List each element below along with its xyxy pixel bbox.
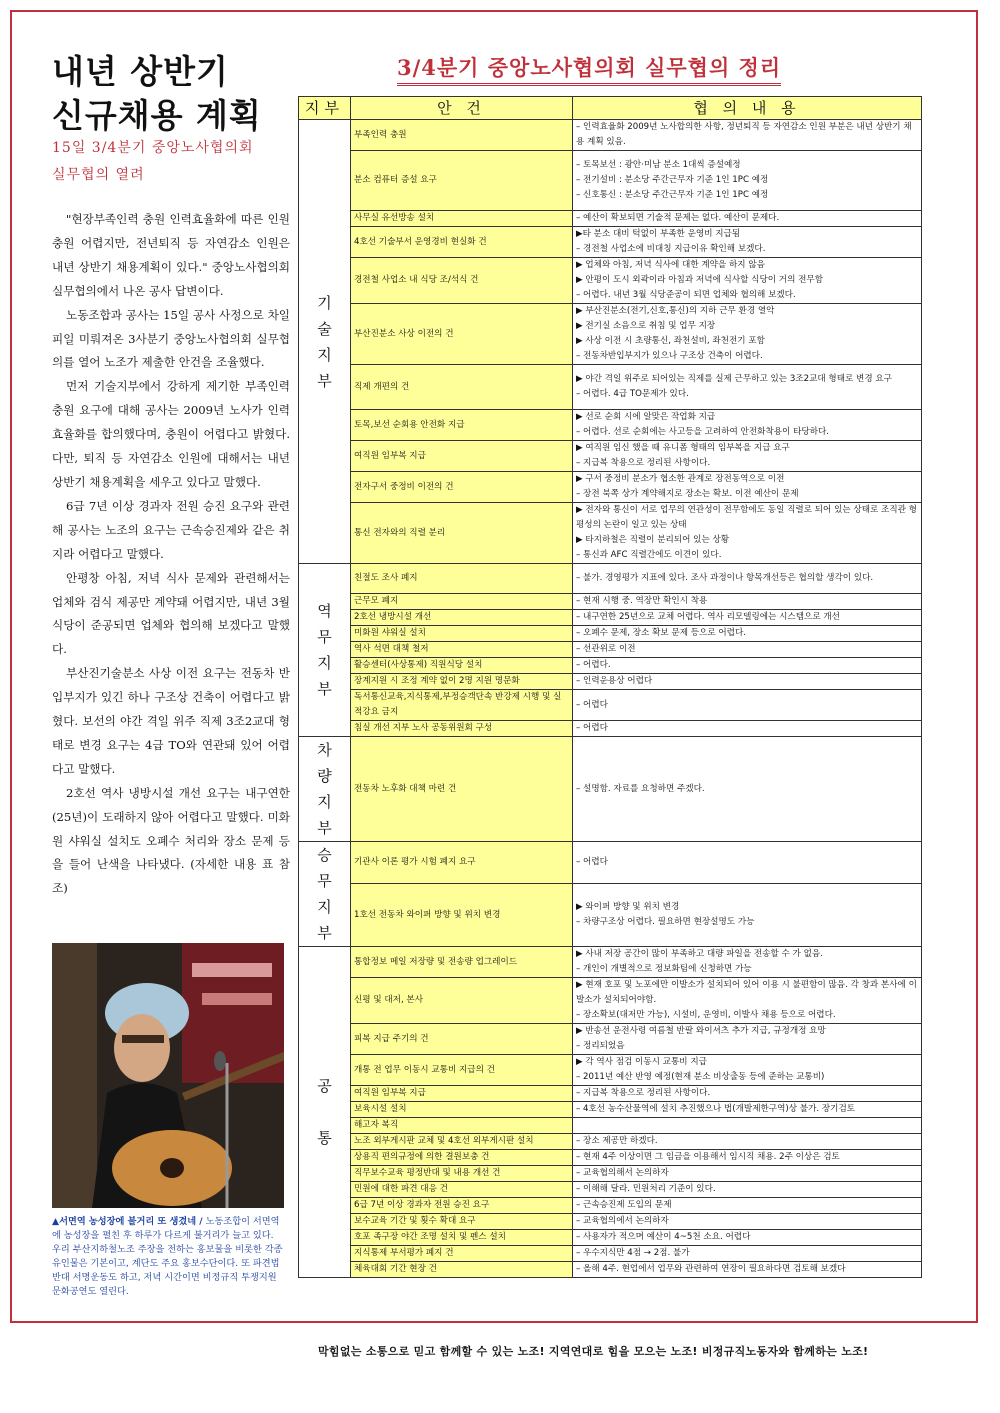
agenda-result: – 근속승진제 도입의 문제 [573, 1198, 922, 1214]
footer-slogan: 막힘없는 소통으로 믿고 함께할 수 있는 노조! 지역연대로 힘을 모으는 노조! 비정규직노동자와 함께하는 노조! [318, 1345, 869, 1358]
headline [52, 50, 287, 138]
dept-station: 역 무 지 부 [299, 564, 351, 737]
agenda-result [573, 1118, 922, 1134]
agenda-result: ▶ 전자와 통신이 서로 업무의 연관성이 전무함에도 동일 직렬로 되어 있는 상태로 조직관 형평성의 논란이 일고 있는 상태 ▶ 타지하철은 직렬이 분리되어 있는 상황 – 통신과 AFC 직렬간에도 이견이 있다. [573, 503, 922, 564]
headline-line1: 내년 상반기 [52, 52, 229, 91]
table-row [299, 1214, 922, 1230]
agenda-item: 경전철 사업소 내 식당 조/석식 건 [351, 258, 573, 304]
agenda-item: 지식통제 부서평가 폐지 건 [351, 1246, 573, 1262]
agenda-result: – 선관위로 이전 [573, 642, 922, 658]
agenda-result: ▶ 각 역사 점검 이동시 교통비 지급 – 2011년 예산 반영 예정(현재 분소 비상출동 등에 준하는 교통비) [573, 1055, 922, 1086]
agenda-item: 민원에 대한 파견 대응 건 [351, 1182, 573, 1198]
agenda-item: 침실 개선 지부 노사 공동위원회 구성 [351, 721, 573, 737]
agenda-result: – 인력운용상 어렵다 [573, 674, 922, 690]
agenda-result: ▶ 야간 격일 위주로 되어있는 직제를 실제 근무하고 있는 3조2교대 형태로 변경 요구 – 어렵다. 4급 TO문제가 있다. [573, 365, 922, 410]
agenda-item: 개통 전 업무 이동시 교통비 지급의 건 [351, 1055, 573, 1086]
article-paragraph: 먼저 기술지부에서 강하게 제기한 부족인력충원 요구에 대해 공사는 2009년 노사가 인력효율화를 합의했다며, 충원이 어렵다고 밝혔다. 다만, 퇴직 등 자연감소 인원에 대해서는 내년 상반기 채용계획을 세우고 있다고 말했다. [52, 379, 290, 489]
agenda-item: 상용직 편의규정에 의한 결원보충 건 [351, 1150, 573, 1166]
table-row [299, 410, 922, 441]
agenda-item: 친절도 조사 폐지 [351, 564, 573, 594]
agenda-result: ▶ 선로 순회 시에 알맞은 작업화 지급 – 어렵다. 선로 순회에는 사고등을 고려하여 안전화착용이 타당하다. [573, 410, 922, 441]
article-paragraph: "현장부족인력 충원 인력효율화에 따른 인원 충원 어렵지만, 전년퇴직 등 자연감소 인원은 내년 상반기 채용계획이 있다." 중앙노사협의회 실무협의에서 나온 공사 답변이다. [52, 212, 290, 298]
subhead-line1: 15일 3/4분기 중앙노사협의회 [52, 140, 254, 156]
table-row [299, 564, 922, 594]
agenda-result: – 올해 4주. 현업에서 업무와 관련하여 연장이 필요하다면 검토해 보겠다 [573, 1262, 922, 1278]
table-row [299, 227, 922, 258]
agenda-item: 역사 석면 대책 철저 [351, 642, 573, 658]
agenda-item: 통합정보 메일 저장량 및 전송량 업그레이드 [351, 947, 573, 978]
agenda-result: ▶ 와이퍼 방향 및 위치 변경 – 차량구조상 어렵다. 필요하면 현장설명도 가능 [573, 884, 922, 947]
agenda-result: – 교육협의에서 논의하자 [573, 1214, 922, 1230]
agenda-result: – 어렵다 [573, 842, 922, 884]
agenda-result: ▶ 구서 중정비 분소가 협소한 관계로 장전동역으로 이전 – 장전 북쪽 상가 계약해지로 장소는 확보. 이전 예산이 문제 [573, 472, 922, 503]
agenda-item: 미화원 샤워실 설치 [351, 626, 573, 642]
table-header-row [299, 97, 922, 120]
table-row [299, 258, 922, 304]
agenda-item: 통신 전자와의 직렬 분리 [351, 503, 573, 564]
agenda-result: – 사용자가 적으며 예산이 4~5천 소요. 어렵다 [573, 1230, 922, 1246]
article-paragraph: 2호선 역사 냉방시설 개선 요구는 내구연한(25년)이 도래하지 않아 어렵다고 말했다. 미화원 샤워실 설치도 오폐수 처리와 장소 문제 등을 들어 난색을 나타냈다. (자세한 내용 표 참조) [52, 785, 290, 896]
agenda-result: ▶ 반송선 운전사령 여름철 반팔 와이셔츠 추가 지급, 규정개정 요망 – 정리되었음 [573, 1024, 922, 1055]
agenda-result: – 4호선 농수산물역에 설치 추진했으나 법(개발제한구역)상 불가. 장기검토 [573, 1102, 922, 1118]
table-row [299, 690, 922, 721]
agenda-result: – 인력효율화 2009년 노사합의한 사항, 정년퇴직 등 자연감소 인원 부분은 내년 상반기 채용 계획 있음. [573, 120, 922, 151]
header-agenda: 안 건 [351, 97, 573, 120]
article-body [52, 208, 290, 901]
agenda-result: – 이해해 달라. 민원처리 기준이 있다. [573, 1182, 922, 1198]
table-row [299, 1198, 922, 1214]
table-row [299, 721, 922, 737]
agenda-item: 근무모 폐지 [351, 594, 573, 610]
photo-caption [52, 1215, 284, 1299]
agenda-result: – 예산이 확보되면 기술적 문제는 없다. 예산이 문제다. [573, 211, 922, 227]
table-row [299, 472, 922, 503]
table-title: 3/4분기 중앙노사협의회 실무협의 정리 [397, 52, 781, 86]
agenda-item: 노조 외부게시판 교체 및 4호선 외부게시판 설치 [351, 1134, 573, 1150]
table-row [299, 610, 922, 626]
table-row [299, 642, 922, 658]
agenda-item: 분소 컴퓨터 증설 요구 [351, 151, 573, 211]
table-row [299, 1150, 922, 1166]
table-row [299, 842, 922, 884]
table-row [299, 737, 922, 842]
table-row [299, 947, 922, 978]
agenda-item: 피복 지급 주기의 건 [351, 1024, 573, 1055]
table-row [299, 120, 922, 151]
dept-tech: 기 술 지 부 [299, 120, 351, 564]
agenda-result: – 교육협의해서 논의하자 [573, 1166, 922, 1182]
header-dept: 지부 [299, 97, 351, 120]
table-row [299, 1024, 922, 1055]
table-row [299, 304, 922, 365]
agenda-result: – 장소 제공만 하겠다. [573, 1134, 922, 1150]
agenda-table [298, 96, 922, 1278]
header-result: 협 의 내 용 [573, 97, 922, 120]
agenda-item: 2호선 냉방시설 개선 [351, 610, 573, 626]
agenda-item: 신평 및 대저, 본사 [351, 978, 573, 1024]
table-row [299, 365, 922, 410]
agenda-item: 직무보수교육 평정반대 및 내용 개선 건 [351, 1166, 573, 1182]
agenda-item: 여직원 임부복 지급 [351, 1086, 573, 1102]
agenda-item: 전동차 노후화 대책 마련 건 [351, 737, 573, 842]
table-row [299, 1182, 922, 1198]
agenda-item: 직제 개편의 건 [351, 365, 573, 410]
table-row [299, 151, 922, 211]
dept-common: 공 통 [299, 947, 351, 1278]
caption-headline: ▲서면역 농성장에 불거리 또 생겼네 / [52, 1216, 203, 1227]
agenda-item: 토목,보선 순회용 안전화 지급 [351, 410, 573, 441]
agenda-item: 보육시설 설치 [351, 1102, 573, 1118]
table-row [299, 1246, 922, 1262]
agenda-result: ▶ 부산진분소(전기,신호,통신)의 지하 근무 환경 열악 ▶ 전기실 소음으로 취침 및 업무 지장 ▶ 사상 이전 시 초량통신, 좌천설비, 좌천전기 포함 – 전동차반입부지가 있으나 구조상 건축이 어렵다. [573, 304, 922, 365]
agenda-result: – 우수지식만 4점 → 2점. 불가 [573, 1246, 922, 1262]
agenda-item: 6급 7년 이상 경과자 전원 승진 요구 [351, 1198, 573, 1214]
singer-photo [52, 943, 284, 1208]
table-row [299, 503, 922, 564]
agenda-result: – 어렵다 [573, 721, 922, 737]
agenda-result: – 불가. 경영평가 지표에 있다. 조사 과정이나 항목개선등은 협의할 생각이 있다. [573, 564, 922, 594]
subheadline [52, 135, 287, 189]
agenda-result: – 어렵다 [573, 690, 922, 721]
article-paragraph: 6급 7년 이상 경과자 전원 승진 요구와 관련해 공사는 노조의 요구는 근속승진제와 같은 취지라 어렵다고 말했다. [52, 498, 290, 561]
agenda-item: 전자구서 중정비 이전의 건 [351, 472, 573, 503]
agenda-result: ▶ 현재 호포 및 노포에만 이발소가 설치되어 있어 이용 시 불편함이 많음. 각 창과 본사에 이발소가 설치되어야함. – 장소확보(대저만 가능), 시설비, 운영비, 이발사 채용 등으로 어렵다. [573, 978, 922, 1024]
agenda-item: 1호선 전동차 와이퍼 방향 및 위치 변경 [351, 884, 573, 947]
agenda-result: – 지급복 착용으로 정리된 사항이다. [573, 1086, 922, 1102]
agenda-result: – 설명함. 자료를 요청하면 주겠다. [573, 737, 922, 842]
agenda-result: – 내구연한 25년으로 교체 어렵다. 역사 리모델링에는 시스템으로 개선 [573, 610, 922, 626]
table-row [299, 594, 922, 610]
table-row [299, 1166, 922, 1182]
agenda-result: ▶ 사내 저장 공간이 많이 부족하고 대량 파일을 전송할 수 가 없음. – 개인이 개별적으로 정보화팀에 신청하면 가능 [573, 947, 922, 978]
agenda-result: ▶ 업체와 아침, 저녁 식사에 대한 계약을 하지 않음 ▶ 안평이 도시 외곽이라 아침과 저녁에 식사할 식당이 거의 전무함 – 어렵다. 내년 3월 식당준공이 되면 업체와 협의해 보겠다. [573, 258, 922, 304]
table-row [299, 1118, 922, 1134]
agenda-item: 여직원 임부복 지급 [351, 441, 573, 472]
photo-illustration [52, 943, 284, 1208]
dept-crew: 승 무 지 부 [299, 842, 351, 947]
article-paragraph: 부산진기술분소 사상 이전 요구는 전동차 반입부지가 있긴 하나 구조상 건축이 어렵다고 밝혔다. 보선의 야간 격일 위주 직제 3조2교대 형태로 변경 요구는 4급 TO와 연관돼 있어 어렵다고 말했다. [52, 666, 290, 776]
agenda-item: 기관사 이론 평가 시험 폐지 요구 [351, 842, 573, 884]
agenda-item: 부족인력 충원 [351, 120, 573, 151]
agenda-item: 보수교육 기간 및 횟수 확대 요구 [351, 1214, 573, 1230]
article-paragraph: 노동조합과 공사는 15일 공사 사정으로 차일피일 미뤄져온 3사분기 중앙노사협의회 실무협의를 열어 노조가 제출한 안건을 조율했다. [52, 307, 290, 370]
agenda-item: 장계지원 시 조정 계약 없이 2명 지원 명문화 [351, 674, 573, 690]
agenda-item: 활승센터(사상통제) 직원식당 설치 [351, 658, 573, 674]
table-row [299, 674, 922, 690]
agenda-result: ▶ 여직원 임신 했을 때 유니폼 형태의 임부복을 지급 요구 – 지급복 착용으로 정리된 사항이다. [573, 441, 922, 472]
dept-vehicle: 차 량 지 부 [299, 737, 351, 842]
article-paragraph: 안평창 아침, 저녁 식사 문제와 관련해서는 업체와 검식 제공만 계약돼 어렵지만, 내년 3월 식당이 준공되면 업체와 협의해 보겠다고 말했다. [52, 570, 290, 657]
agenda-result: – 현재 4주 이상이면 그 임금을 이용해서 임시직 채용. 2주 이상은 검토 [573, 1150, 922, 1166]
agenda-item: 독서통신교육,지식통제,부정승객단속 반강제 시행 및 실적강요 금지 [351, 690, 573, 721]
table-row [299, 441, 922, 472]
table-row [299, 658, 922, 674]
table-row [299, 884, 922, 947]
agenda-item: 체육대회 기간 현장 건 [351, 1262, 573, 1278]
agenda-item: 부산진분소 사상 이전의 건 [351, 304, 573, 365]
agenda-result: – 어렵다. [573, 658, 922, 674]
agenda-item: 해고자 복직 [351, 1118, 573, 1134]
caption-text: 노동조합이 서면역에 농성장을 펼친 후 하루가 다르게 불거리가 늘고 있다. 우리 부산지하철노조 주장을 전하는 홍보물을 비롯한 각종 유인물은 기본이고, 계단도 주요 홍보수단이다. 또 파견법 반대 서명운동도 하고, 저녁 시간이면 비정규직 투쟁지원 문화공연도 열린다. [52, 1216, 283, 1297]
agenda-item: 사무실 유선방송 설치 [351, 211, 573, 227]
agenda-item: 호포 족구장 야간 조명 설치 및 펜스 설치 [351, 1230, 573, 1246]
table-row [299, 1102, 922, 1118]
table-row [299, 626, 922, 642]
agenda-result: – 현재 시행 중. 역장만 확인시 착용 [573, 594, 922, 610]
table-row [299, 1262, 922, 1278]
table-row [299, 1230, 922, 1246]
headline-line2: 신규채용 계획 [52, 96, 262, 135]
agenda-result: – 토목보선 : 광안·미남 분소 1대씩 증설예정 – 전기설비 : 분소당 주간근무자 기준 1인 1PC 예정 – 신호통신 : 분소당 주간근무자 기준 1인 1PC 예정 [573, 151, 922, 211]
agenda-result: – 오폐수 문제, 장소 확보 문제 등으로 어렵다. [573, 626, 922, 642]
agenda-result: ▶타 분소 대비 턱없이 부족한 운영비 지급됨 – 경전철 사업소에 비대칭 지급이유 확인해 보겠다. [573, 227, 922, 258]
table-row [299, 978, 922, 1024]
agenda-item: 4호선 기술부서 운영경비 현실화 건 [351, 227, 573, 258]
subhead-line2: 실무협의 열려 [52, 167, 145, 183]
table-row [299, 1134, 922, 1150]
table-row [299, 211, 922, 227]
table-row [299, 1055, 922, 1086]
table-row [299, 1086, 922, 1102]
